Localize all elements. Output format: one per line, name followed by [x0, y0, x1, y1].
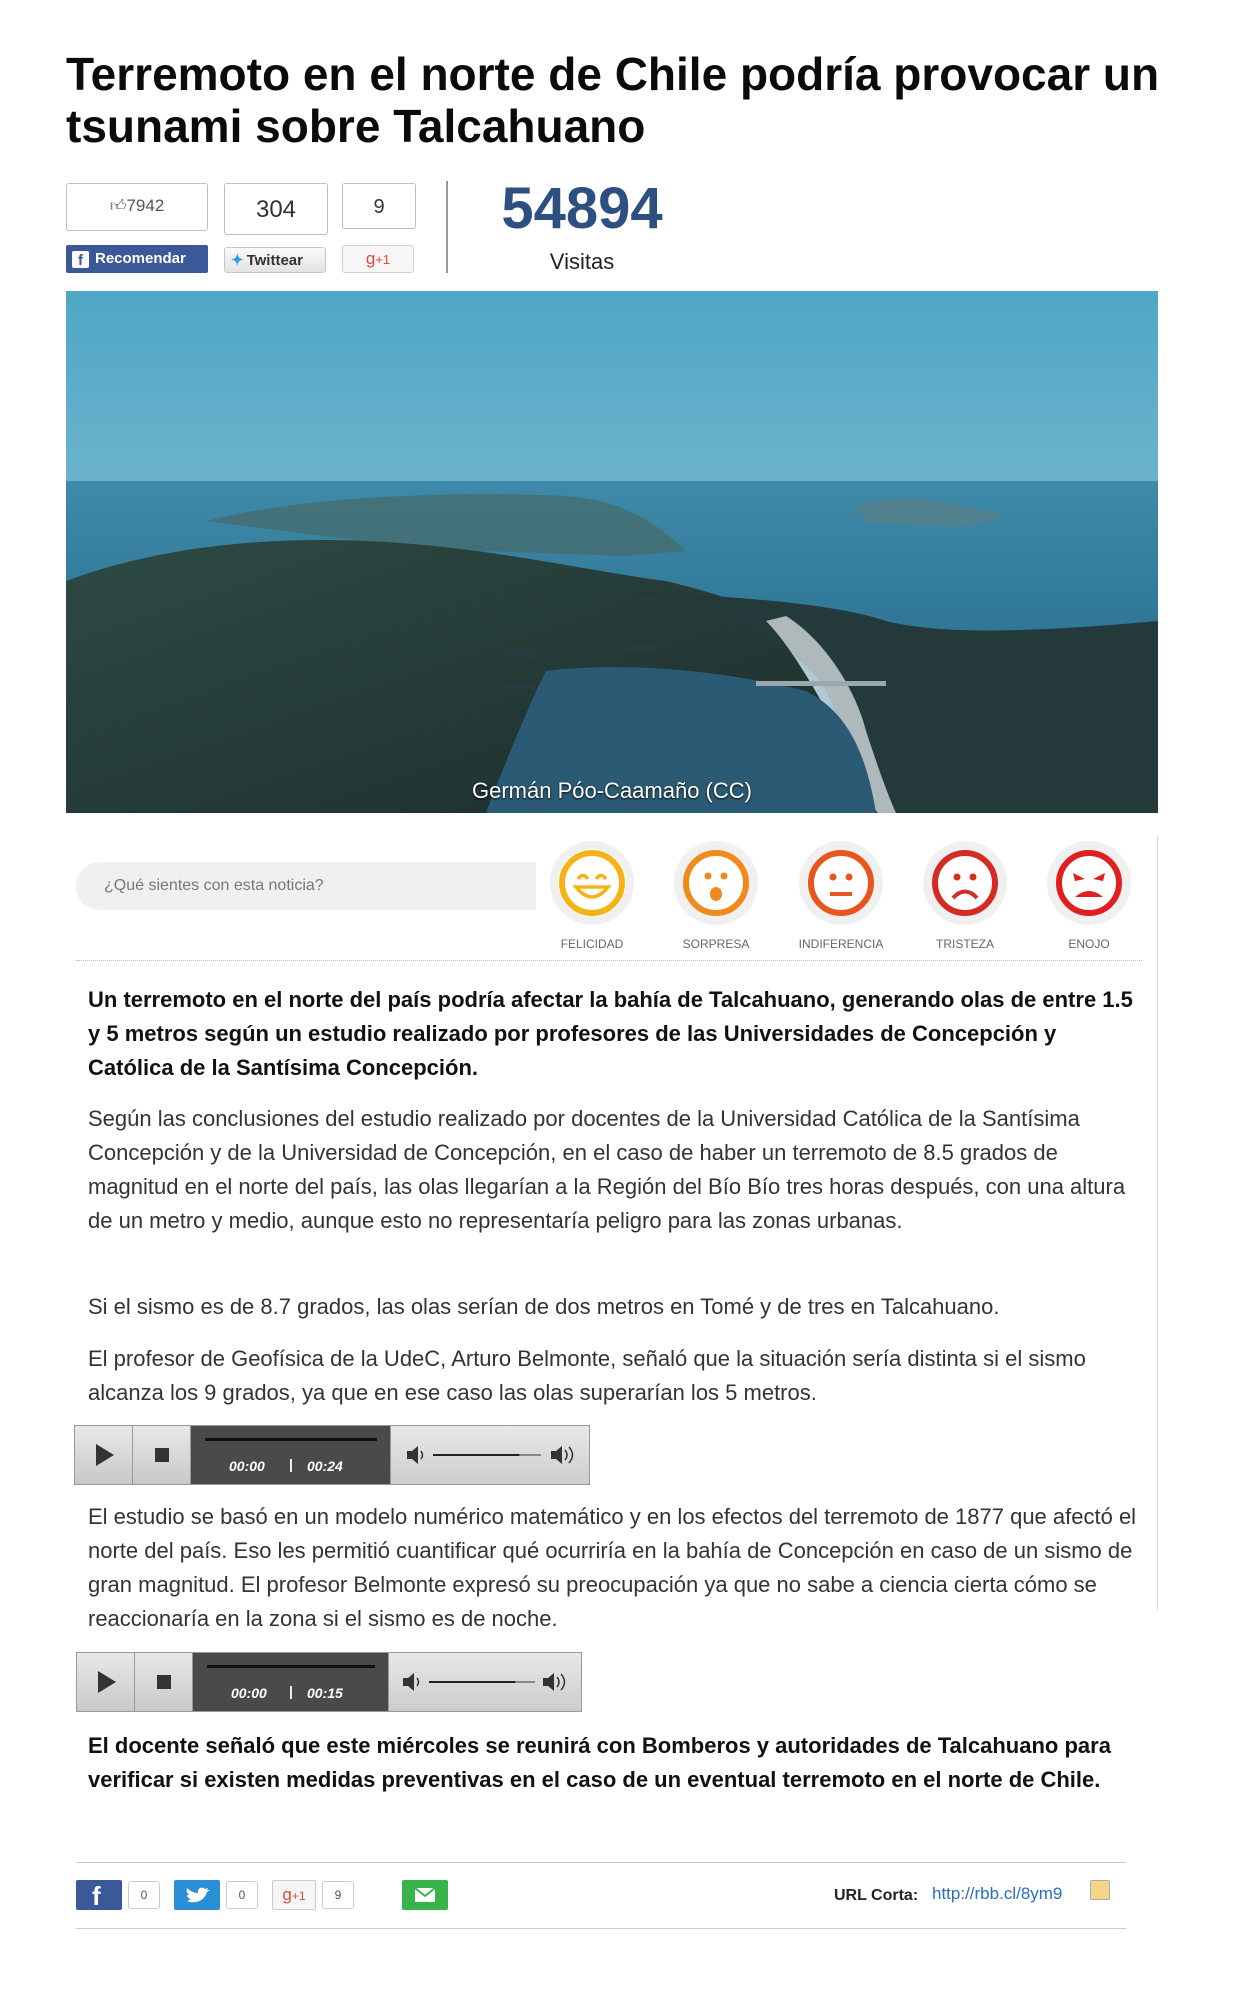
facebook-recommend-button[interactable]: f Recomendar — [66, 245, 208, 273]
seek-bar[interactable]: 00:00 | 00:24 — [191, 1426, 391, 1484]
article-title: Terremoto en el norte de Chile podría provocar un tsunami sobre Talcahuano — [66, 48, 1160, 152]
image-credit: Germán Póo-Caamaño (CC) — [472, 778, 752, 803]
twitter-count: 304 — [224, 183, 328, 235]
feeling-sorpresa-button[interactable] — [674, 841, 758, 925]
duration: 00:15 — [307, 1685, 343, 1701]
article-paragraph: El estudio se basó en un modelo numérico matemático y en los efectos del terremoto de 1877 que afectó el norte del país. Eso les permitió cuantificar qué ocurriría en la bahía de Concepción en caso de un sismo de gran magnitud. El profesor Belmonte expresó su preocupación ya que no sabe a ciencia cierta cómo se reaccionaría en la zona si el sismo es de noche. — [88, 1504, 1137, 1631]
play-icon — [77, 1653, 135, 1711]
twitter-tweet-button[interactable]: ✦ Twittear — [224, 247, 326, 273]
svg-text:f: f — [92, 1881, 101, 1910]
feeling-label: SORPRESA — [682, 937, 750, 951]
gplus-icon: g — [282, 1885, 292, 1904]
visits-label: Visitas — [549, 249, 615, 274]
divider — [76, 1928, 1126, 1929]
article-paragraph: Según las conclusiones del estudio realizado por docentes de la Universidad Católica de la Santísima Concepción y de la Universidad de Concepción, en el caso de haber un terremoto de 8.5 grados de magnitud en el norte del país, las olas llegarían a la Región del Bío Bío tres horas después, con una altura de un metro y medio, aunque esto no representaría peligro para las zonas urbanas. — [88, 1106, 1126, 1233]
twitter-bird-icon: ✦ — [231, 252, 244, 269]
feeling-indiferencia-button[interactable] — [799, 841, 883, 925]
article-paragraph: Si el sismo es de 8.7 grados, las olas serían de dos metros en Tomé y de tres en Talcahuano. — [88, 1294, 1000, 1319]
gplus-share-button[interactable]: g+1 — [272, 1880, 316, 1910]
twitter-bird-icon — [174, 1880, 220, 1910]
volume-low-icon — [407, 1446, 423, 1464]
copy-icon[interactable] — [1090, 1880, 1110, 1900]
feelings-prompt: ¿Qué sientes con esta noticia? — [76, 862, 536, 910]
volume-low-icon — [403, 1673, 419, 1691]
surprised-face-icon — [682, 849, 750, 917]
twitter-share-button[interactable] — [174, 1880, 220, 1910]
divider — [446, 181, 448, 273]
feeling-enojo-button[interactable] — [1047, 841, 1131, 925]
sad-face-icon — [931, 849, 999, 917]
feeling-label: ENOJO — [1068, 937, 1110, 951]
twitter-share-count: 0 — [226, 1881, 258, 1909]
audio-player — [76, 1652, 582, 1712]
hero-image — [66, 291, 1158, 813]
stop-icon — [135, 1653, 193, 1711]
envelope-icon — [402, 1880, 448, 1910]
short-url-label: URL Corta: — [834, 1887, 919, 1904]
divider — [1157, 835, 1158, 1610]
play-button[interactable] — [77, 1653, 135, 1711]
volume-high-icon — [551, 1446, 573, 1464]
facebook-share-button[interactable] — [76, 1880, 122, 1910]
neutral-face-icon — [807, 849, 875, 917]
angry-face-icon — [1055, 849, 1123, 917]
gplus-button[interactable]: g+1 — [342, 245, 414, 273]
divider — [76, 960, 1142, 961]
visits-count: 54894 — [501, 176, 663, 241]
play-button[interactable] — [75, 1426, 133, 1484]
article-closing: El docente señaló que este miércoles se reunirá con Bomberos y autoridades de Talcahuano para verificar si existen medidas preventivas en el caso de un eventual terremoto en el norte de Chile. — [88, 1733, 1111, 1792]
gplus-count: 9 — [342, 183, 416, 229]
feeling-label: TRISTEZA — [935, 937, 994, 951]
stop-icon — [133, 1426, 191, 1484]
volume-control[interactable] — [390, 1426, 589, 1484]
gplus-icon: g — [365, 249, 376, 268]
thumbs-up-icon: 👍︎ — [109, 198, 127, 215]
feeling-felicidad-button[interactable] — [550, 841, 634, 925]
facebook-share-count: 0 — [128, 1881, 160, 1909]
current-time: 00:00 — [231, 1685, 267, 1701]
email-share-button[interactable] — [402, 1880, 448, 1910]
play-icon — [75, 1426, 133, 1484]
article-lead: Un terremoto en el norte del país podría afectar la bahía de Talcahuano, generando olas de entre 1.5 y 5 metros según un estudio realizado por profesores de las Universidades de Concepción y Católica de la Santísima Concepción. — [88, 987, 1133, 1080]
facebook-icon: f — [72, 251, 89, 268]
gplus-share-count: 9 — [322, 1881, 354, 1909]
feeling-tristeza-button[interactable] — [923, 841, 1007, 925]
facebook-icon — [76, 1880, 122, 1910]
facebook-like-count: 👍︎7942 — [66, 183, 208, 231]
seek-bar[interactable]: 00:00 | 00:15 — [193, 1653, 389, 1711]
article-paragraph: El profesor de Geofísica de la UdeC, Arturo Belmonte, señaló que la situación sería distinta si el sismo alcanza los 9 grados, ya que en ese caso las olas superarían los 5 metros. — [88, 1346, 1086, 1405]
current-time: 00:00 — [229, 1458, 265, 1474]
audio-player — [74, 1425, 590, 1485]
divider — [76, 1862, 1126, 1863]
short-url-link[interactable]: http://rbb.cl/8ym9 — [932, 1884, 1063, 1903]
volume-high-icon — [543, 1673, 565, 1691]
stop-button[interactable] — [135, 1653, 193, 1711]
volume-control[interactable] — [388, 1653, 581, 1711]
stop-button[interactable] — [133, 1426, 191, 1484]
feeling-label: INDIFERENCIA — [798, 937, 884, 951]
duration: 00:24 — [307, 1458, 343, 1474]
happy-face-icon — [558, 849, 626, 917]
feeling-label: FELICIDAD — [560, 937, 624, 951]
